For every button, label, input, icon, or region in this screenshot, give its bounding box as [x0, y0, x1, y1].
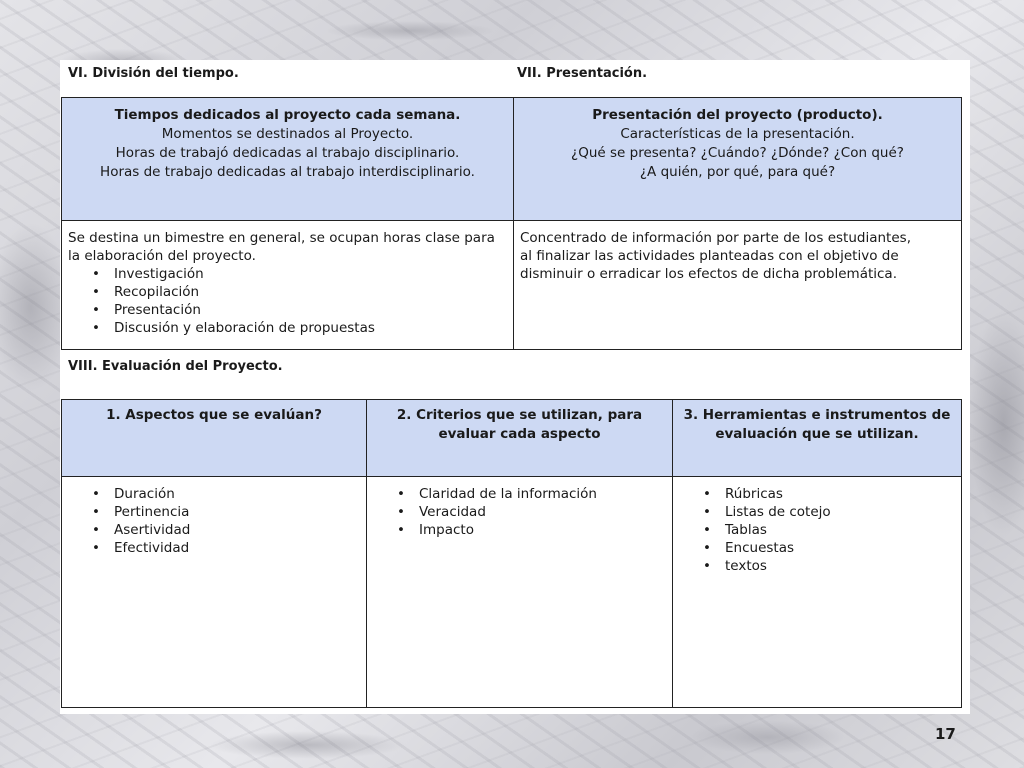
aspects-cell	[62, 477, 367, 708]
section-6-title: VI. División del tiempo.	[68, 66, 239, 81]
tools-list	[679, 485, 955, 575]
presentation-header-line-2: Características de la presentación.	[620, 126, 855, 142]
time-body-cell	[62, 221, 514, 350]
criteria-cell	[367, 477, 673, 708]
presentation-header-line-1: Presentación del proyecto (producto).	[592, 107, 883, 123]
tools-header: 3. Herramientas e instrumentos de evaluación que se utilizan.	[673, 400, 962, 477]
page-number: 17	[935, 725, 956, 743]
presentation-header-cell	[514, 98, 962, 221]
criteria-header: 2. Criterios que se utilizan, para evaluar cada aspecto	[367, 400, 673, 477]
section-7-title: VII. Presentación.	[517, 66, 648, 81]
time-header-line-2: Momentos se destinados al Proyecto.	[161, 126, 414, 142]
list-item: • Veracidad	[419, 503, 666, 521]
time-presentation-table	[61, 97, 962, 350]
list-item: • Asertividad	[114, 521, 360, 539]
criteria-list	[373, 485, 666, 539]
list-item: • Rúbricas	[725, 485, 955, 503]
list-item: • Claridad de la información	[419, 485, 666, 503]
presentation-header-line-3: ¿Qué se presenta? ¿Cuándo? ¿Dónde? ¿Con qué?	[571, 145, 904, 161]
presentation-body-line-2: al finalizar las actividades planteadas con el objetivo de	[520, 248, 899, 264]
list-item: • Listas de cotejo	[725, 503, 955, 521]
list-item: • Discusión y elaboración de propuestas	[114, 319, 507, 337]
time-body-text: Se destina un bimestre en general, se ocupan horas clase para la elaboración del proyecto.	[68, 230, 495, 264]
time-activity-list	[68, 265, 507, 337]
time-header-line-3: Horas de trabajó dedicadas al trabajo disciplinario.	[115, 145, 460, 161]
list-item: • Duración	[114, 485, 360, 503]
presentation-body-line-3: disminuir o erradicar los efectos de dicha problemática.	[520, 266, 897, 282]
list-item: • Encuestas	[725, 539, 955, 557]
list-item: • Impacto	[419, 521, 666, 539]
list-item: • Efectividad	[114, 539, 360, 557]
list-item: • Tablas	[725, 521, 955, 539]
presentation-header-line-4: ¿A quién, por qué, para qué?	[639, 164, 836, 180]
list-item: • Investigación	[114, 265, 507, 283]
evaluation-table	[61, 399, 962, 708]
list-item: • Recopilación	[114, 283, 507, 301]
aspects-header: 1. Aspectos que se evalúan?	[62, 400, 367, 477]
presentation-body-line-1: Concentrado de información por parte de los estudiantes,	[520, 230, 911, 246]
time-header-line-4: Horas de trabajo dedicadas al trabajo interdisciplinario.	[100, 164, 475, 180]
list-item: • Pertinencia	[114, 503, 360, 521]
section-8-title: VIII. Evaluación del Proyecto.	[68, 359, 283, 374]
time-header-cell	[62, 98, 514, 221]
aspects-list	[68, 485, 360, 557]
list-item: • textos	[725, 557, 955, 575]
list-item: • Presentación	[114, 301, 507, 319]
document-sheet	[60, 60, 970, 714]
time-header-line-1: Tiempos dedicados al proyecto cada semana.	[114, 107, 461, 123]
tools-cell	[673, 477, 962, 708]
presentation-body-cell	[514, 221, 962, 350]
